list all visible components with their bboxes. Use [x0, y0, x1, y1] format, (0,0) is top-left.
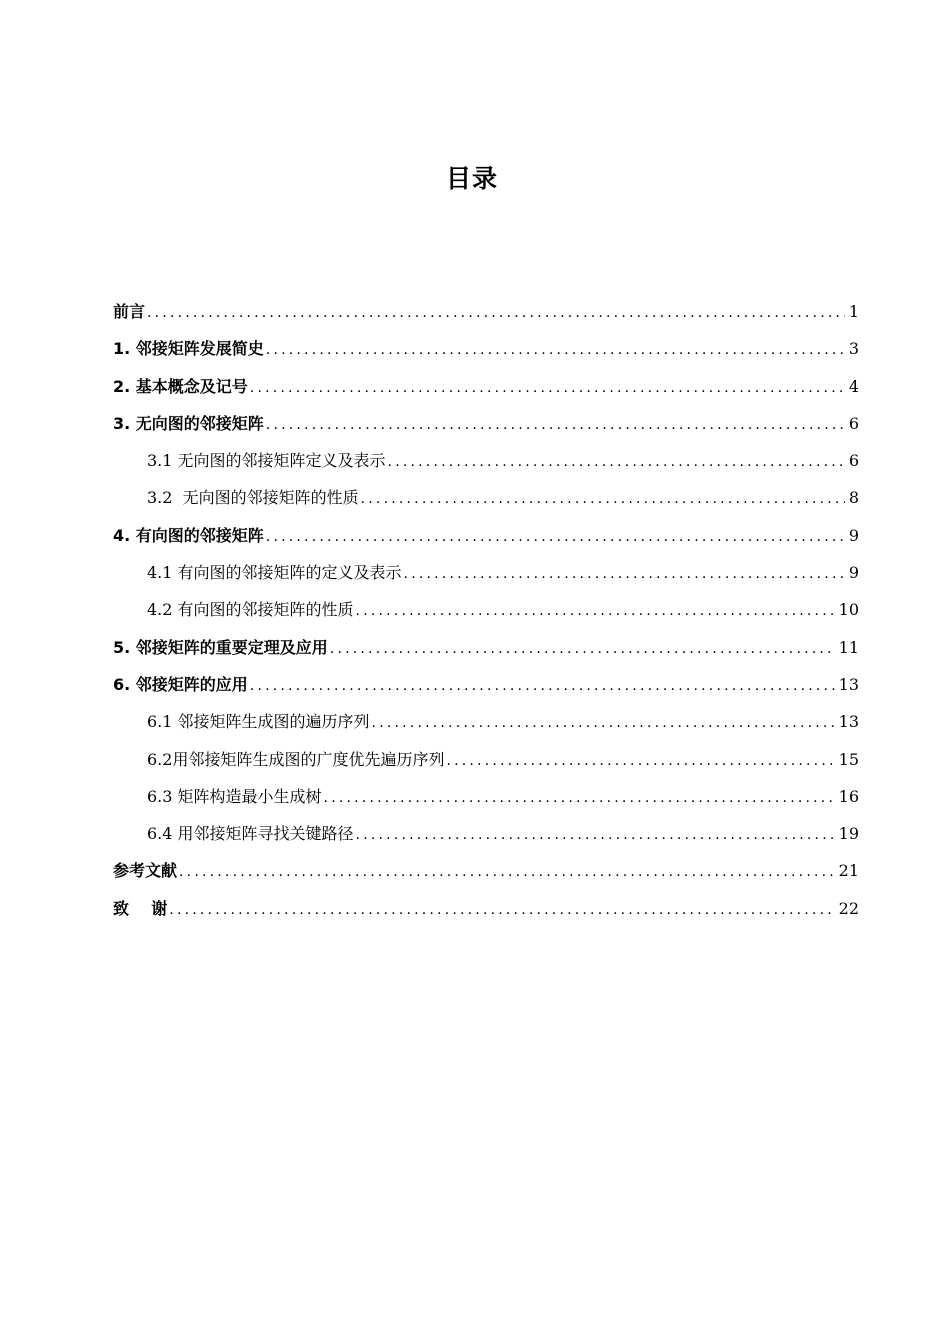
toc-entry-label: 6.4 用邻接矩阵寻找关键路径 — [147, 824, 354, 844]
toc-subentry[interactable] — [113, 595, 859, 632]
toc-page-number: 16 — [838, 786, 859, 806]
toc-page-number: 22 — [838, 898, 859, 918]
toc-dot-leader — [250, 373, 845, 403]
toc-page-number: 13 — [838, 712, 859, 732]
toc-entry-label: 4. 有向图的邻接矩阵 — [113, 525, 264, 545]
toc-subentry[interactable] — [113, 707, 859, 744]
toc-entry[interactable] — [113, 633, 859, 670]
toc-subentry[interactable] — [113, 483, 859, 520]
toc-page-number: 21 — [838, 861, 859, 881]
toc-entry-label: 3.1 无向图的邻接矩阵定义及表示 — [147, 451, 386, 471]
toc-entry-label: 致 谢 — [113, 898, 168, 918]
toc-page-number: 1 — [848, 302, 859, 321]
toc-subentry[interactable] — [113, 446, 859, 483]
toc-dot-leader — [250, 671, 835, 701]
toc-entry[interactable] — [113, 409, 859, 446]
toc-entry-label: 前言 — [113, 302, 146, 321]
toc-dot-leader — [266, 335, 845, 365]
toc-page-number: 4 — [848, 376, 859, 396]
toc-dot-leader — [147, 298, 845, 328]
toc-entry-label: 6. 邻接矩阵的应用 — [113, 674, 248, 694]
toc-entry[interactable] — [113, 334, 859, 371]
page-title: 目录 — [445, 164, 498, 193]
toc-entry-label: 4.2 有向图的邻接矩阵的性质 — [147, 600, 354, 620]
toc-entry-label: 6.1 邻接矩阵生成图的遍历序列 — [147, 712, 370, 732]
toc-entry[interactable] — [113, 372, 859, 409]
toc-entry[interactable] — [113, 297, 859, 334]
toc-entry[interactable] — [113, 670, 859, 707]
toc-entry-label: 5. 邻接矩阵的重要定理及应用 — [113, 637, 328, 657]
toc-page-number: 6 — [848, 413, 859, 433]
toc-page-number: 9 — [848, 563, 859, 583]
toc-page-number: 6 — [848, 451, 859, 471]
toc-entry-label: 参考文献 — [113, 861, 178, 881]
toc-dot-leader — [356, 820, 835, 850]
toc-entry-label: 3.2 无向图的邻接矩阵的性质 — [147, 488, 359, 508]
table-of-contents — [113, 297, 859, 931]
toc-dot-leader — [266, 522, 845, 552]
toc-dot-leader — [330, 634, 835, 664]
toc-dot-leader — [404, 559, 845, 589]
toc-entry-label: 6.2用邻接矩阵生成图的广度优先遍历序列 — [147, 749, 445, 769]
toc-dot-leader — [324, 783, 835, 813]
toc-subentry[interactable] — [113, 782, 859, 819]
toc-entry[interactable] — [113, 521, 859, 558]
toc-entry[interactable] — [113, 856, 859, 893]
toc-entry-label: 4.1 有向图的邻接矩阵的定义及表示 — [147, 563, 402, 583]
toc-page-number: 11 — [838, 637, 859, 657]
toc-page-number: 10 — [838, 600, 859, 620]
toc-page-number: 19 — [838, 824, 859, 844]
toc-page-number: 13 — [838, 674, 859, 694]
toc-entry-label: 2. 基本概念及记号 — [113, 376, 248, 396]
toc-dot-leader — [361, 484, 845, 514]
toc-subentry[interactable] — [113, 558, 859, 595]
toc-entry[interactable] — [113, 894, 859, 931]
toc-page-number: 15 — [838, 749, 859, 769]
toc-dot-leader — [388, 447, 845, 477]
toc-subentry[interactable] — [113, 745, 859, 782]
toc-dot-leader — [266, 410, 845, 440]
toc-dot-leader — [169, 895, 834, 925]
toc-page-number: 3 — [848, 339, 859, 359]
toc-dot-leader — [356, 596, 835, 626]
toc-page-number: 8 — [848, 488, 859, 508]
toc-entry-label: 6.3 矩阵构造最小生成树 — [147, 786, 322, 806]
toc-dot-leader — [446, 746, 834, 776]
toc-entry-label: 1. 邻接矩阵发展简史 — [113, 339, 264, 359]
toc-entry-label: 3. 无向图的邻接矩阵 — [113, 413, 264, 433]
toc-dot-leader — [179, 857, 835, 887]
toc-page-number: 9 — [848, 525, 859, 545]
toc-subentry[interactable] — [113, 819, 859, 856]
toc-dot-leader — [372, 708, 835, 738]
